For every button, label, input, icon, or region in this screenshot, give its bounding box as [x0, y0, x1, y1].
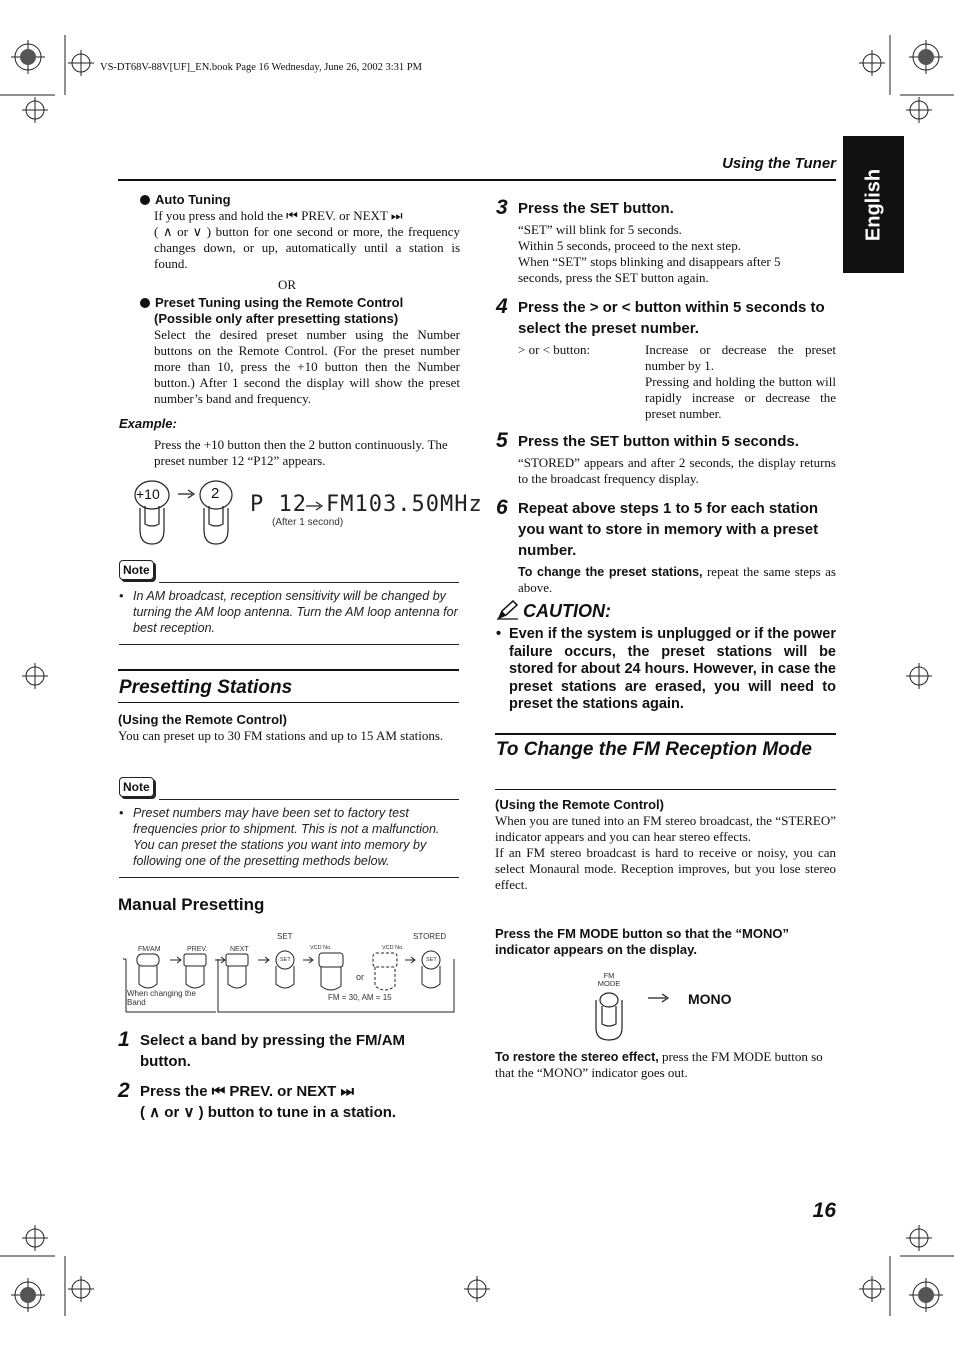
preset-tuning-block	[140, 295, 460, 407]
presetting-rule-bottom	[118, 702, 459, 703]
range-label: FM = 30, AM = 15	[328, 993, 392, 1002]
step-4-desc	[645, 342, 836, 422]
fm-mode-illustration	[590, 970, 750, 1042]
presetting-subtitle: (Using the Remote Control)	[118, 712, 287, 727]
mono-label: MONO	[688, 991, 732, 1007]
step-6-text: Repeat above steps 1 to 5 for each station you want to store in memory with a preset number.	[518, 500, 819, 559]
step-1-text: Select a band by pressing the FM/AM button.	[140, 1032, 406, 1070]
caution-text: Even if the system is unplugged or if the power failure occurs, the preset stations will be stored for about 24 hours. However, in case the preset stations are erased, you will need to preset the stations again.	[509, 626, 836, 712]
or-label: OR	[278, 277, 297, 292]
restore-text: To restore the stereo effect, press the FM MODE button so that the “MONO” indicator goes out.	[495, 1049, 823, 1080]
step-3-details	[518, 222, 818, 286]
preset-tuning-title-1: Preset Tuning using the Remote Control	[155, 295, 404, 310]
display-frequency: FM103.50MHz	[326, 492, 483, 517]
step-4-text: Press the > or < button within 5 seconds to select the preset number.	[518, 299, 825, 337]
vcd-no-label: VCD No.	[310, 945, 332, 951]
or-label: or	[356, 972, 365, 982]
fm-mode-title: To Change the FM Reception Mode	[496, 739, 812, 760]
preset-tuning-text: Select the desired preset number using the Number buttons on the Remote Control. (For the preset number more than 10, press the +10 button then the Number button.) After 1 second the display will show the preset number’s band and frequency.	[154, 327, 460, 406]
language-tab: English	[843, 136, 904, 273]
step-5-detail: “STORED” appears and after 2 seconds, the display returns to the broadcast frequency display.	[518, 455, 836, 486]
after-caption: (After 1 second)	[272, 517, 344, 528]
step-5-number: 5	[496, 429, 508, 452]
presetting-text: You can preset up to 30 FM stations and up to 15 AM stations.	[118, 728, 444, 743]
step-4-desc-1: Increase or decrease the preset number by 1.	[645, 342, 836, 373]
step-3-detail-3: When “SET” stops blinking and disappears after 5 seconds, press the SET button again.	[518, 254, 781, 285]
page-number: 16	[812, 1199, 836, 1222]
bullet-icon	[140, 298, 150, 308]
set-blink-label: SET	[277, 932, 293, 941]
set-button-label: SET	[280, 957, 291, 963]
step-5-text: Press the SET button within 5 seconds.	[518, 433, 799, 450]
note-icon: Note	[119, 777, 154, 797]
fm-mode-rule-bottom	[495, 789, 836, 790]
auto-tuning-text-2: ( ∧ or ∨ ) button for one second or more, the frequency changes down, or up, automatically until a station is found.	[154, 224, 460, 271]
fm-mode-text	[495, 813, 836, 893]
display-preset: P 12	[250, 492, 307, 517]
manual-diagram	[118, 926, 460, 1016]
fm-mode-rule-top	[495, 733, 836, 735]
preset-tuning-title-2: (Possible only after presetting stations)	[154, 311, 399, 326]
step-1-number: 1	[118, 1028, 130, 1051]
auto-tuning-title: Auto Tuning	[155, 192, 231, 207]
step-4-term: > or < button:	[518, 342, 591, 357]
next-label: NEXT	[230, 946, 249, 953]
step-2-line-2: ( ∧ or ∨ ) button to tune in a station.	[140, 1104, 397, 1121]
step-6-number: 6	[496, 496, 508, 519]
fmam-label: FM/AM	[138, 946, 161, 953]
fm-mode-instruction: Press the FM MODE button so that the “MONO” indicator appears on the display.	[495, 926, 789, 957]
step-2-number: 2	[118, 1079, 130, 1102]
example-label: Example:	[119, 416, 177, 431]
example-illustration	[128, 478, 483, 548]
vcd-no-label: VCD No.	[382, 945, 404, 951]
stored-label: STORED	[413, 932, 447, 941]
note-2-text: Preset numbers may have been set to factory test frequencies prior to shipment. This is not a malfunction. You can preset the stations you want into memory by following one of the presetting methods below.	[133, 806, 440, 868]
presetting-title: Presetting Stations	[119, 677, 293, 698]
manual-presetting-title: Manual Presetting	[118, 895, 265, 914]
caution-text-block: • Even if the system is unplugged or if the power failure occurs, the preset stations will be stored for about 24 hours. However, in case the preset stations are erased, you will need to preset the stations again.	[496, 626, 836, 712]
header-rule	[118, 179, 836, 181]
note-1-text: In AM broadcast, reception sensitivity will be changed by turning the AM loop antenna. Turn the AM loop antenna for best reception.	[133, 589, 458, 635]
note-1: Note • In AM broadcast, reception sensitivity will be changed by turning the AM loop antenna. Turn the AM loop antenna for best reception.	[119, 560, 459, 645]
when-changing-label: When changing the Band	[127, 989, 196, 1007]
step-3-detail-1: “SET” will blink for 5 seconds.	[518, 222, 682, 237]
section-title: Using the Tuner	[722, 155, 836, 172]
caution-title: CAUTION:	[523, 601, 611, 621]
bullet-icon	[140, 195, 150, 205]
fm-mode-button-label: FM MODE	[597, 971, 621, 988]
step-6-detail: To change the preset stations, repeat the same steps as above.	[518, 564, 836, 595]
step-2-line-1: Press the ⏮ PREV. or NEXT ⏭	[140, 1083, 355, 1100]
pencil-icon	[496, 600, 520, 620]
auto-tuning-block	[140, 192, 460, 272]
step-4-number: 4	[496, 295, 508, 318]
auto-tuning-text-1: If you press and hold the ⏮ PREV. or NEXT ⏭	[154, 208, 403, 223]
file-info: VS-DT68V-88V[UF]_EN.book Page 16 Wednesday, June 26, 2002 3:31 PM	[100, 62, 422, 73]
fm-mode-subtitle: (Using the Remote Control)	[495, 797, 664, 812]
plus10-button: +10	[136, 486, 160, 502]
prev-label: PREV.	[187, 946, 208, 953]
note-icon: Note	[119, 560, 154, 580]
step-3-text: Press the SET button.	[518, 200, 674, 217]
note-2: Note • Preset numbers may have been set to factory test frequencies prior to shipment. This is not a malfunction. You can preset the stations you want into memory by following one of the presetting methods below.	[119, 777, 459, 878]
fm-mode-text-1: When you are tuned into an FM stereo broadcast, the “STEREO” indicator appears and you can hear stereo effects.	[495, 813, 836, 844]
set-button-label: SET	[426, 957, 437, 963]
fm-mode-text-2: If an FM stereo broadcast is hard to receive or noisy, you can select Monaural mode. Reception improves, but you lose stereo effect.	[495, 845, 836, 892]
step-3-number: 3	[496, 196, 508, 219]
step-3-detail-2: Within 5 seconds, proceed to the next step.	[518, 238, 741, 253]
example-text: Press the +10 button then the 2 button continuously. The preset number 12 “P12” appears.	[154, 437, 448, 468]
number-2-button: 2	[211, 485, 220, 502]
presetting-rule-top	[118, 669, 459, 671]
step-4-desc-2: Pressing and holding the button will rapidly increase or decrease the preset number.	[645, 374, 836, 421]
